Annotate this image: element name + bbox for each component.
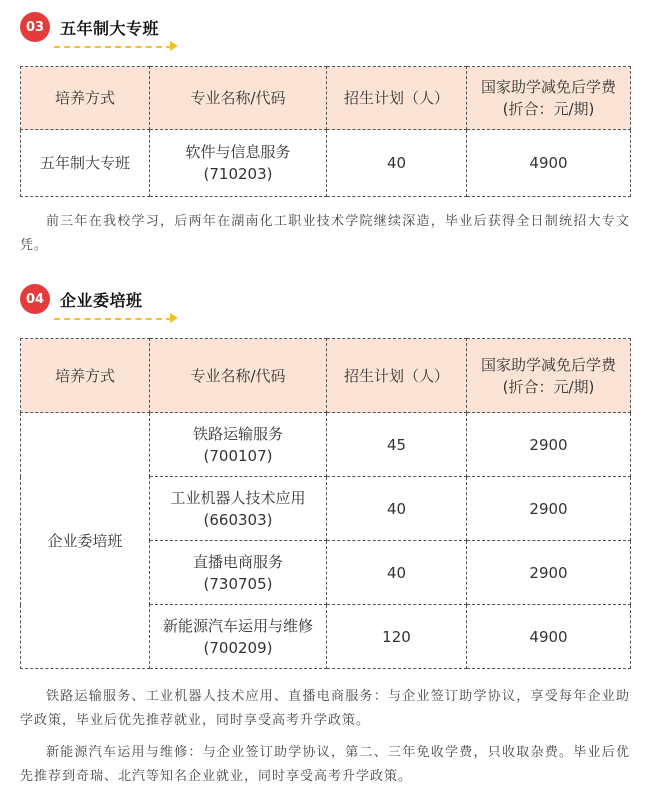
section-04-note-1: 铁路运输服务、工业机器人技术应用、直播电商服务：与企业签订助学协议，享受每年企业助学政策，毕业后优先推荐就业，同时享受高考升学政策。 — [20, 689, 630, 728]
cell-major — [150, 477, 327, 541]
dashed-arrow-icon — [54, 318, 172, 320]
major-code: (700209) — [203, 638, 273, 657]
cell-fee: 2900 — [467, 541, 631, 605]
major-code: (660303) — [203, 510, 273, 529]
header-mode: 培养方式 — [21, 339, 150, 413]
section-03-note: 前三年在我校学习，后两年在湖南化工职业技术学院继续深造，毕业后获得全日制统招大专文凭。 — [20, 214, 630, 253]
cell-mode: 五年制大专班 — [21, 130, 150, 197]
cell-fee: 2900 — [467, 477, 631, 541]
cell-mode: 企业委培班 — [21, 413, 150, 669]
cell-plan: 45 — [327, 413, 467, 477]
table-row — [21, 413, 631, 477]
cell-plan: 120 — [327, 605, 467, 669]
five-year-college-table — [20, 66, 631, 197]
major-name: 铁路运输服务 — [192, 424, 283, 443]
cell-major — [150, 605, 327, 669]
major-code: (700107) — [203, 446, 273, 465]
header-fee-line2: (折合：元/期) — [502, 377, 595, 396]
section-title: 企业委培班 — [60, 291, 143, 310]
cell-major — [150, 130, 327, 197]
header-fee-line1: 国家助学减免后学费 — [480, 78, 616, 96]
cell-plan: 40 — [327, 130, 467, 197]
header-fee-line2: (折合：元/期) — [502, 100, 595, 118]
header-major: 专业名称/代码 — [150, 339, 327, 413]
header-plan: 招生计划（人） — [327, 339, 467, 413]
dashed-arrow-icon — [54, 46, 172, 48]
header-fee — [467, 339, 631, 413]
table-header-row — [21, 67, 631, 130]
arrow-head-icon — [170, 41, 178, 51]
cell-fee: 2900 — [467, 413, 631, 477]
cell-fee: 4900 — [467, 605, 631, 669]
header-fee — [467, 67, 631, 130]
major-code: (730705) — [203, 574, 273, 593]
section-04-note-2: 新能源汽车运用与维修：与企业签订助学协议，第二、三年免收学费，只收取杂费。毕业后优先推荐到奇瑞、北汽等知名企业就业，同时享受高考升学政策。 — [20, 745, 630, 784]
header-plan: 招生计划（人） — [327, 67, 467, 130]
header-major: 专业名称/代码 — [150, 67, 327, 130]
cell-plan: 40 — [327, 541, 467, 605]
section-title: 五年制大专班 — [60, 19, 160, 38]
table-row — [21, 130, 631, 197]
cell-major — [150, 413, 327, 477]
section-number-badge: 04 — [20, 284, 50, 314]
cell-fee: 4900 — [467, 130, 631, 197]
header-fee-line1: 国家助学减免后学费 — [480, 355, 616, 374]
section-number-badge: 03 — [20, 12, 50, 42]
enterprise-class-table — [20, 338, 631, 669]
header-mode: 培养方式 — [21, 67, 150, 130]
cell-plan: 40 — [327, 477, 467, 541]
major-code: (710203) — [203, 165, 273, 183]
major-name: 软件与信息服务 — [185, 143, 291, 161]
major-name: 新能源汽车运用与维修 — [162, 616, 313, 635]
table-header-row — [21, 339, 631, 413]
major-name: 工业机器人技术应用 — [170, 488, 306, 507]
cell-major — [150, 541, 327, 605]
major-name: 直播电商服务 — [192, 552, 283, 571]
arrow-head-icon — [170, 313, 178, 323]
